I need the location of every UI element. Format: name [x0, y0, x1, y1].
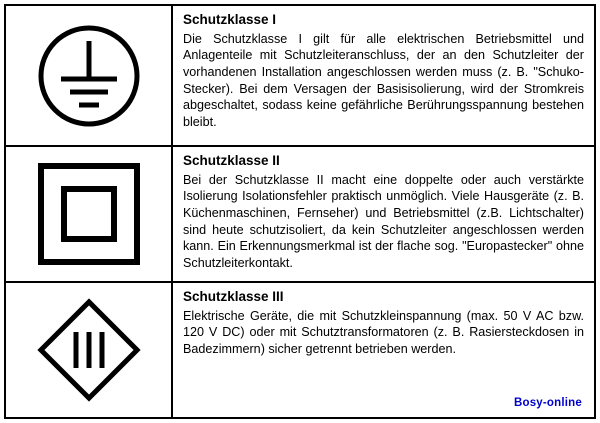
- class-3-description: Elektrische Geräte, die mit Schutzkleinspannung (max. 50 V AC bzw. 120 V DC) oder mit Schutztransformatoren (z. B. Rasiersteckdosen in Badezimmern) sicher getrennt betrieben werden.: [183, 308, 584, 357]
- protection-classes-table: [4, 4, 596, 419]
- symbol-cell-class-3: [6, 283, 173, 417]
- table-row: [6, 6, 594, 147]
- safety-extra-low-voltage-diamond-symbol: [31, 292, 147, 408]
- class-2-description: Bei der Schutzklasse II macht eine doppelte oder auch verstärkte Isolierung Isolationsfehler praktisch unmöglich. Viele Hausgeräte (z. B. Küchenmaschinen, Fernseher) und Betriebsmittel (z.B. Lichtschalter) sind heute schutzisoliert, da kein Schutzleiter angeschlossen werden kann. Ein Erkennungsmerkmal ist der flache sog. "Europastecker" ohne Schutzleiterkontakt.: [183, 172, 584, 270]
- symbol-cell-class-1: [6, 6, 173, 145]
- table-row: [6, 147, 594, 283]
- text-cell-class-2: [173, 147, 594, 281]
- class-1-description: Die Schutzklasse I gilt für alle elektrischen Betriebsmittel und Anlagenteile mit Schutzleiteranschluss, der an den Schutzleiter der vorhandenen Installation angeschlossen werden muss (z. B. "Schuko-Stecker). Bei dem Versagen der Basisisolierung, wird der Stromkreis abgeschaltet, sodass keine gefährliche Berührungsspannung bestehen bleibt.: [183, 31, 584, 129]
- watermark-label: Bosy-online: [513, 397, 582, 409]
- text-cell-class-1: [173, 6, 594, 145]
- text-cell-class-3: [173, 283, 594, 417]
- symbol-cell-class-2: [6, 147, 173, 281]
- table-row: [6, 283, 594, 417]
- class-1-heading: Schutzklasse I: [183, 12, 277, 27]
- protective-earth-symbol: [34, 21, 144, 131]
- double-insulation-square-symbol: [36, 161, 142, 267]
- class-2-heading: Schutzklasse II: [183, 153, 280, 168]
- class-3-heading: Schutzklasse III: [183, 289, 284, 304]
